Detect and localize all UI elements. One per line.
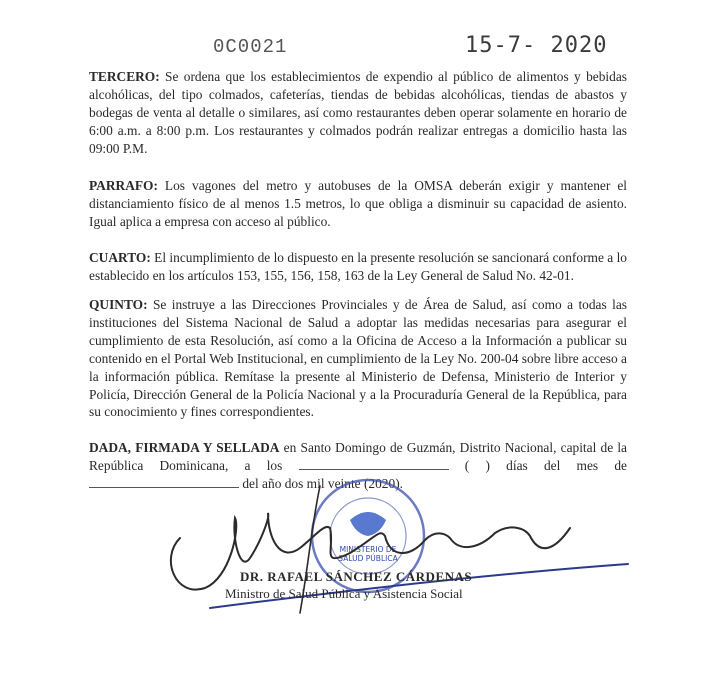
seal-line-2: SALUD PÚBLICA [338, 554, 398, 563]
dada-label: DADA, FIRMADA Y SELLADA [89, 440, 280, 455]
signatory-name: DR. RAFAEL SÁNCHEZ CÁRDENAS [240, 569, 473, 584]
parrafo-text: Los vagones del metro y autobuses de la OMSA deberán exigir y mantener el distanciamiento físico de al menos 1.5 metros, lo que obliga a disminuir su capacidad de asiento. Igual aplica a empresa con acceso al público. [89, 178, 627, 229]
signatory-title: Ministro de Salud Pública y Asistencia Social [225, 586, 463, 601]
stamp-date: 15-7- 2020 [465, 33, 608, 58]
seal-line-1: MINISTERIO DE [339, 545, 397, 554]
paragraph-quinto [89, 296, 627, 421]
dada-text-1: en Santo Domingo de Guzmán, Distrito Nacional, capital de la República Dominicana, a los [89, 440, 627, 473]
dada-text-2: ( ) días del mes de [448, 457, 627, 473]
paragraph-tercero [89, 68, 627, 158]
parrafo-label: PARRAFO: [89, 178, 158, 193]
paragraph-parrafo [89, 177, 627, 231]
quinto-text: Se instruye a las Direcciones Provinciales y de Área de Salud, así como a todas las instituciones del Sistema Nacional de Salud a adoptar las medidas necesarias para asegurar el cumplimiento de esta Resolución, así como a la Oficina de Acceso a la Información a publicar su contenido en el Portal Web Institucional, en cumplimiento de la Ley No. 200-04 sobre libre acceso a la información pública. Remítase la presente al Ministerio de Defensa, Ministerio de Interior y Policía, Dirección General de la Policía Nacional y a la Procuraduría General de la República, para su conocimiento y fines correspondientes. [89, 297, 627, 420]
quinto-label: QUINTO: [89, 297, 148, 312]
paragraph-cuarto [89, 249, 627, 285]
dada-text-3: del año dos mil veinte (2020). [239, 475, 404, 491]
cuarto-label: CUARTO: [89, 250, 151, 265]
tercero-label: TERCERO: [89, 69, 160, 84]
tercero-text: Se ordena que los establecimientos de expendio al público de alimentos y bebidas alcohólicas, del tipo colmados, cafeterías, tiendas de bebidas alcohólicas, tiendas de abastos y bodegas de venta al detalle o similares, así como restaurantes deben operar solamente en horario de 6:00 a.m. a 8:00 p.m. Los restaurantes y colmados podrán realizar entregas a domicilio hasta las 09:00 P.M. [89, 69, 627, 156]
cuarto-text: El incumplimiento de lo dispuesto en la presente resolución se sancionará conforme a lo establecido en los artículos 153, 155, 156, 158, 163 de la Ley General de Salud No. 42-01. [89, 250, 627, 283]
day-blank [299, 457, 449, 470]
stamp-number: 0C0021 [213, 36, 288, 58]
